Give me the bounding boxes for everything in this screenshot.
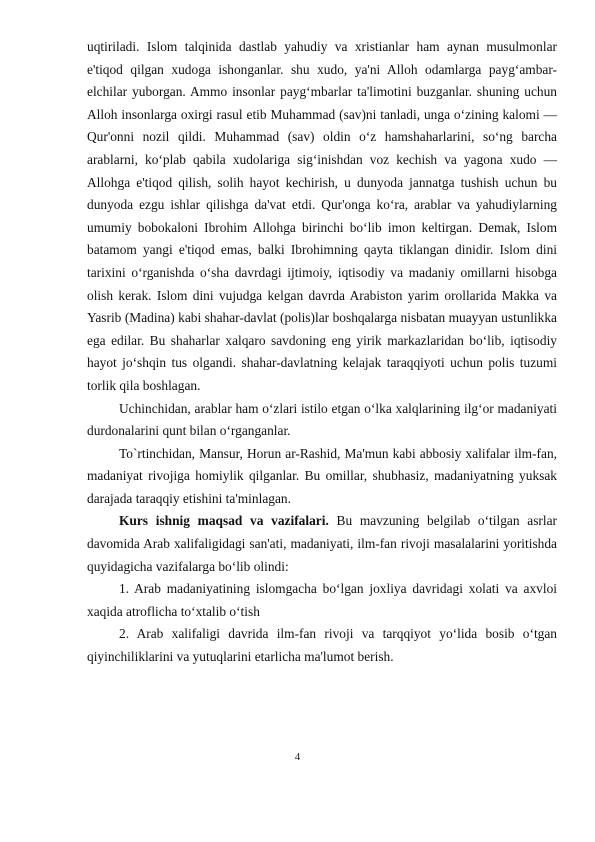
paragraph-third-reason: Uchinchidan, arablar ham o‘zlari istilo etgan o‘lka xalqlarining ilg‘or madaniyati durdonalarini qunt bilan o‘rganganlar. — [87, 400, 557, 439]
list-item-1: 1. Arab madaniyatining islomgacha bo‘lgan joxliya davridagi xolati va axvloi xaqida atroflicha to‘xtalib o‘tish — [87, 581, 557, 619]
paragraph-fourth-reason: To`rtinchidan, Mansur, Horun ar-Rashid, Ma'mun kabi abbosiy xalifalar ilm-fan, madaniyat rivojiga homiylik qilganlar. Bu omillar, shubhasiz, madaniyatning yuksak darajada taraqqiy etishini ta'minlagan. — [87, 445, 557, 506]
page-number: 4 — [294, 751, 301, 763]
document-page — [87, 36, 557, 669]
paragraph-course-goals — [87, 510, 557, 578]
course-goals-heading: Kurs ishnig maqsad va vazifalari. — [119, 513, 329, 529]
paragraph-islam-origins: uqtiriladi. Islom talqinida dastlab yahudiy va xristianlar ham aynan musulmonlar e'tiqod qilgan xudoga ishonganlar. shu xudo, ya'ni Alloh odamlarga payg‘ambar-elchilar yuborgan. Ammo insonlar payg‘mbarlar ta'limotini buzganlar. shuning uchun Alloh insonlarga oxirgi rasul etib Muhammad (sav)ni tanladi, unga o‘zining kalomi — Qur'onni nozil qildi. Muhammad (sav) oldin o‘z hamshaharlarini, so‘ng barcha arablarni, ko‘plab qabila xudolariga sig‘inishdan voz kechish va yagona xudo — Allohga e'tiqod qilish, solih hayot kechirish, u dunyoda jannatga tushish uchun bu dunyoda ezgu ishlar qilishga da'vat etdi. Qur'onga ko‘ra, arablar va yahudiylarning umumiy bobokaloni Ibrohim Allohga birinchi bo‘lib imon keltirgan. Demak, Islom batamom yangi e'tiqod emas, balki Ibrohimning qayta tiklangan dinidir. Islom dini tarixini o‘rganishda o‘sha davrdagi ijtimoiy, iqtisodiy va madaniy omillarni hisobga olish kerak. Islom dini vujudga kelgan davrda Arabiston yarim orollarida Makka va Yasrib (Madina) kabi shahar-davlat (polis)lar boshqalarga nisbatan muayyan ustunlikka ega edilar. Bu shaharlar xalqaro savdoning eng yirik markazlaridan bo‘lib, iqtisodiy hayot jo‘shqin tus olgandi. shahar-davlatning kelajak taraqqiyoti uchun polis tuzumi torlik qila boshlagan. — [87, 39, 557, 393]
course-goals-text: Bu mavzuning belgilab o‘tilgan asrlar davomida Arab xalifaligidagi san'ati, madaniyati, ilm-fan rivoji masalalarini yoritishda quyidagicha vazifalarga bo‘lib olindi: — [87, 513, 558, 574]
list-item-2: 2. Arab xalifaligi davrida ilm-fan rivoji va tarqqiyot yo‘lida bosib o‘tgan qiyinchiliklarini va yutuqlarini etarlicha ma'lumot berish. — [87, 626, 557, 665]
